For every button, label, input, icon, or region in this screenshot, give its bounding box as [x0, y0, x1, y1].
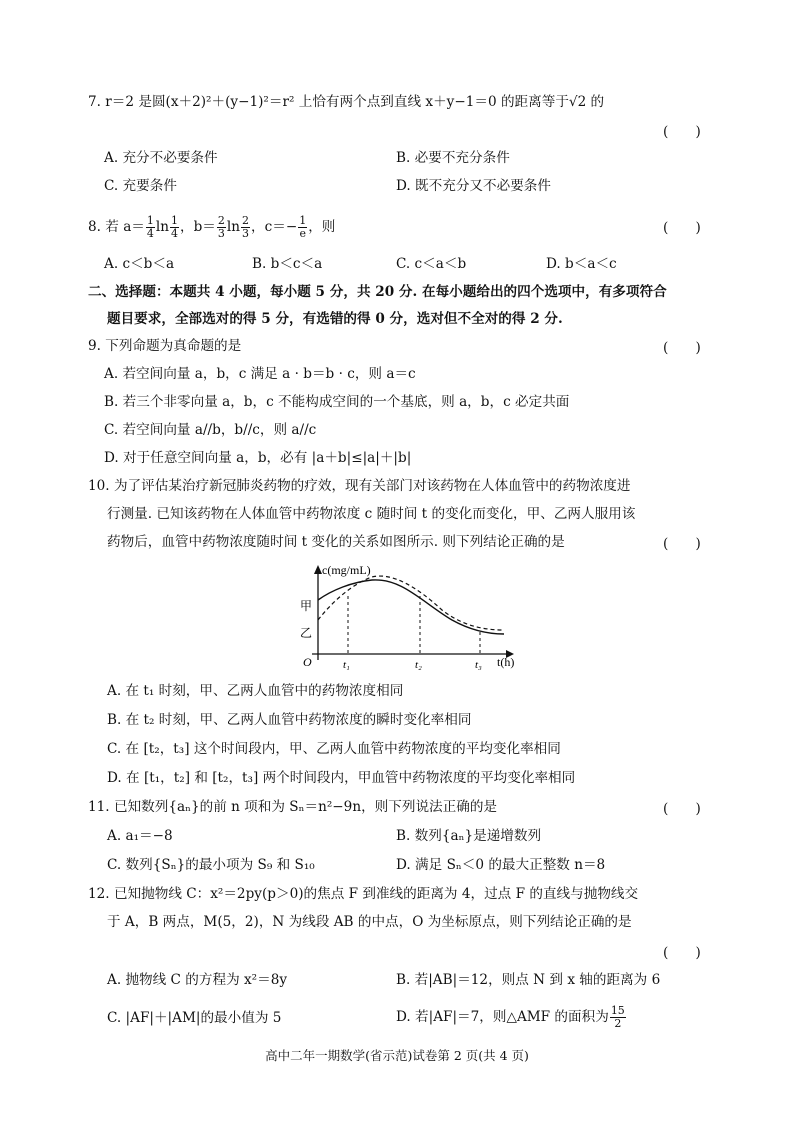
q8-c-prefix: ，c＝−	[251, 219, 298, 235]
q8-option-c: C. c＜a＜b	[396, 256, 467, 272]
concentration-graph	[292, 562, 522, 672]
q11-option-a: A. a₁＝−8	[107, 828, 173, 844]
q12-answer-paren: ( )	[663, 945, 701, 961]
label-yi: 乙	[300, 626, 313, 640]
q12-option-a: A. 抛物线 C 的方程为 x²＝8y	[107, 972, 288, 988]
curve-jia	[318, 580, 504, 634]
q11-stem: 11. 已知数列{aₙ}的前 n 项和为 Sₙ＝n²−9n，则下列说法正确的是	[88, 799, 498, 815]
q10-answer-paren: ( )	[663, 536, 701, 552]
q7-option-d: D. 既不充分又不必要条件	[396, 178, 551, 194]
q10-stem-line3: 药物后，血管中药物浓度随时间 t 变化的关系如图所示. 则下列结论正确的是	[107, 534, 565, 550]
q8-b-coef: $\frac{2}{3}$	[217, 214, 225, 240]
q7-option-b: B. 必要不充分条件	[396, 150, 510, 166]
q7-answer-paren: ( )	[663, 124, 701, 140]
q9-option-c: C. 若空间向量 a//b，b//c，则 a//c	[104, 422, 317, 438]
q8-a-coef: $\frac{1}{4}$	[146, 214, 154, 240]
q10-stem-line2: 行测量. 已知该药物在人体血管中药物浓度 c 随时间 t 的变化而变化，甲、乙两人服用该	[107, 506, 636, 522]
q8-stem	[88, 211, 335, 243]
q9-option-a: A. 若空间向量 a，b，c 满足 a · b＝b · c，则 a＝c	[104, 366, 416, 382]
q8-answer-paren: ( )	[663, 220, 701, 236]
y-axis-label: c(mg/mL)	[322, 563, 371, 577]
q9-answer-paren: ( )	[663, 340, 701, 356]
q7-option-c: C. 充要条件	[104, 178, 177, 194]
q10-option-d: D. 在 [t₁，t₂] 和 [t₂，t₃] 两个时间段内，甲血管中药物浓度的平均变化率相同	[107, 770, 576, 786]
q11-option-d: D. 满足 Sₙ＜0 的最大正整数 n＝8	[396, 857, 606, 873]
page-footer: 高中二年一期数学(省示范)试卷第 2 页(共 4 页)	[265, 1048, 529, 1063]
q8-option-b: B. b＜c＜a	[252, 256, 323, 272]
tick-t2: t₂	[415, 659, 422, 671]
q12-stem-line1: 12. 已知抛物线 C：x²＝2py(p＞0)的焦点 F 到准线的距离为 4，过点 F 的直线与抛物线交	[88, 886, 639, 902]
curve-yi	[318, 576, 504, 630]
q10-stem-line1: 10. 为了评估某治疗新冠肺炎药物的疗效，现有关部门对该药物在人体血管中的药物浓度进	[88, 478, 631, 494]
q7-stem: 7. r＝2 是圆(x＋2)²＋(y−1)²＝r² 上恰有两个点到直线 x＋y−1＝0 的距离等于√2 的	[88, 94, 605, 110]
q11-option-b: B. 数列{aₙ}是递增数列	[396, 828, 542, 844]
q12-option-d	[396, 1000, 627, 1034]
q10-option-b: B. 在 t₂ 时刻，甲、乙两人血管中药物浓度的瞬时变化率相同	[107, 712, 472, 728]
q8-ln-a: ln	[155, 219, 170, 235]
q8-b-prefix: ，b＝	[180, 219, 216, 235]
tick-t1: t₁	[343, 659, 350, 671]
q8-ln-b: ln	[226, 219, 241, 235]
q9-stem: 9. 下列命题为真命题的是	[88, 338, 242, 354]
section2-heading-line1: 二、选择题：本题共 4 小题，每小题 5 分，共 20 分. 在每小题给出的四个选项中，有多项符合	[88, 284, 667, 300]
x-axis-label: t(h)	[497, 655, 515, 669]
q7-option-a: A. 充分不必要条件	[104, 150, 218, 166]
q11-option-c: C. 数列{Sₙ}的最小项为 S₉ 和 S₁₀	[107, 857, 315, 873]
q9-option-d: D. 对于任意空间向量 a，b，必有 |a＋b|≤|a|＋|b|	[104, 450, 412, 466]
q8-b-arg: $\frac{2}{3}$	[242, 214, 250, 240]
q12-option-b: B. 若|AB|＝12，则点 N 到 x 轴的距离为 6	[396, 972, 661, 988]
q10-option-c: C. 在 [t₂，t₃] 这个时间段内，甲、乙两人血管中药物浓度的平均变化率相同	[107, 741, 561, 757]
q8-prefix: 8. 若 a＝	[88, 219, 145, 235]
q12-option-c: C. |AF|＋|AM|的最小值为 5	[107, 1010, 282, 1026]
q8-c-frac: $\frac{1}{e}$	[299, 214, 307, 240]
q12-option-d-text: D. 若|AF|＝7，则△AMF 的面积为	[396, 1009, 609, 1025]
section2-heading-line2: 题目要求，全部选对的得 5 分，有选错的得 0 分，选对但不全对的得 2 分.	[107, 311, 563, 327]
q10-option-a: A. 在 t₁ 时刻，甲、乙两人血管中的药物浓度相同	[107, 683, 404, 699]
q11-answer-paren: ( )	[663, 801, 701, 817]
q12-stem-line2: 于 A，B 两点，M(5，2)，N 为线段 AB 的中点，O 为坐标原点，则下列结论正确的是	[107, 914, 632, 930]
q8-option-d: D. b＜a＜c	[546, 256, 617, 272]
q8-suffix: ，则	[308, 219, 336, 235]
q8-a-arg: $\frac{1}{4}$	[171, 214, 179, 240]
q9-option-b: B. 若三个非零向量 a，b，c 不能构成空间的一个基底，则 a，b，c 必定共面	[104, 394, 570, 410]
label-jia: 甲	[300, 599, 313, 613]
origin-label: O	[303, 655, 312, 669]
q8-option-a: A. c＜b＜a	[104, 256, 175, 272]
tick-t3: t₃	[475, 659, 482, 671]
y-axis-arrow	[314, 565, 322, 574]
q12-option-d-fraction: $\frac{15}{2}$	[610, 1004, 625, 1030]
